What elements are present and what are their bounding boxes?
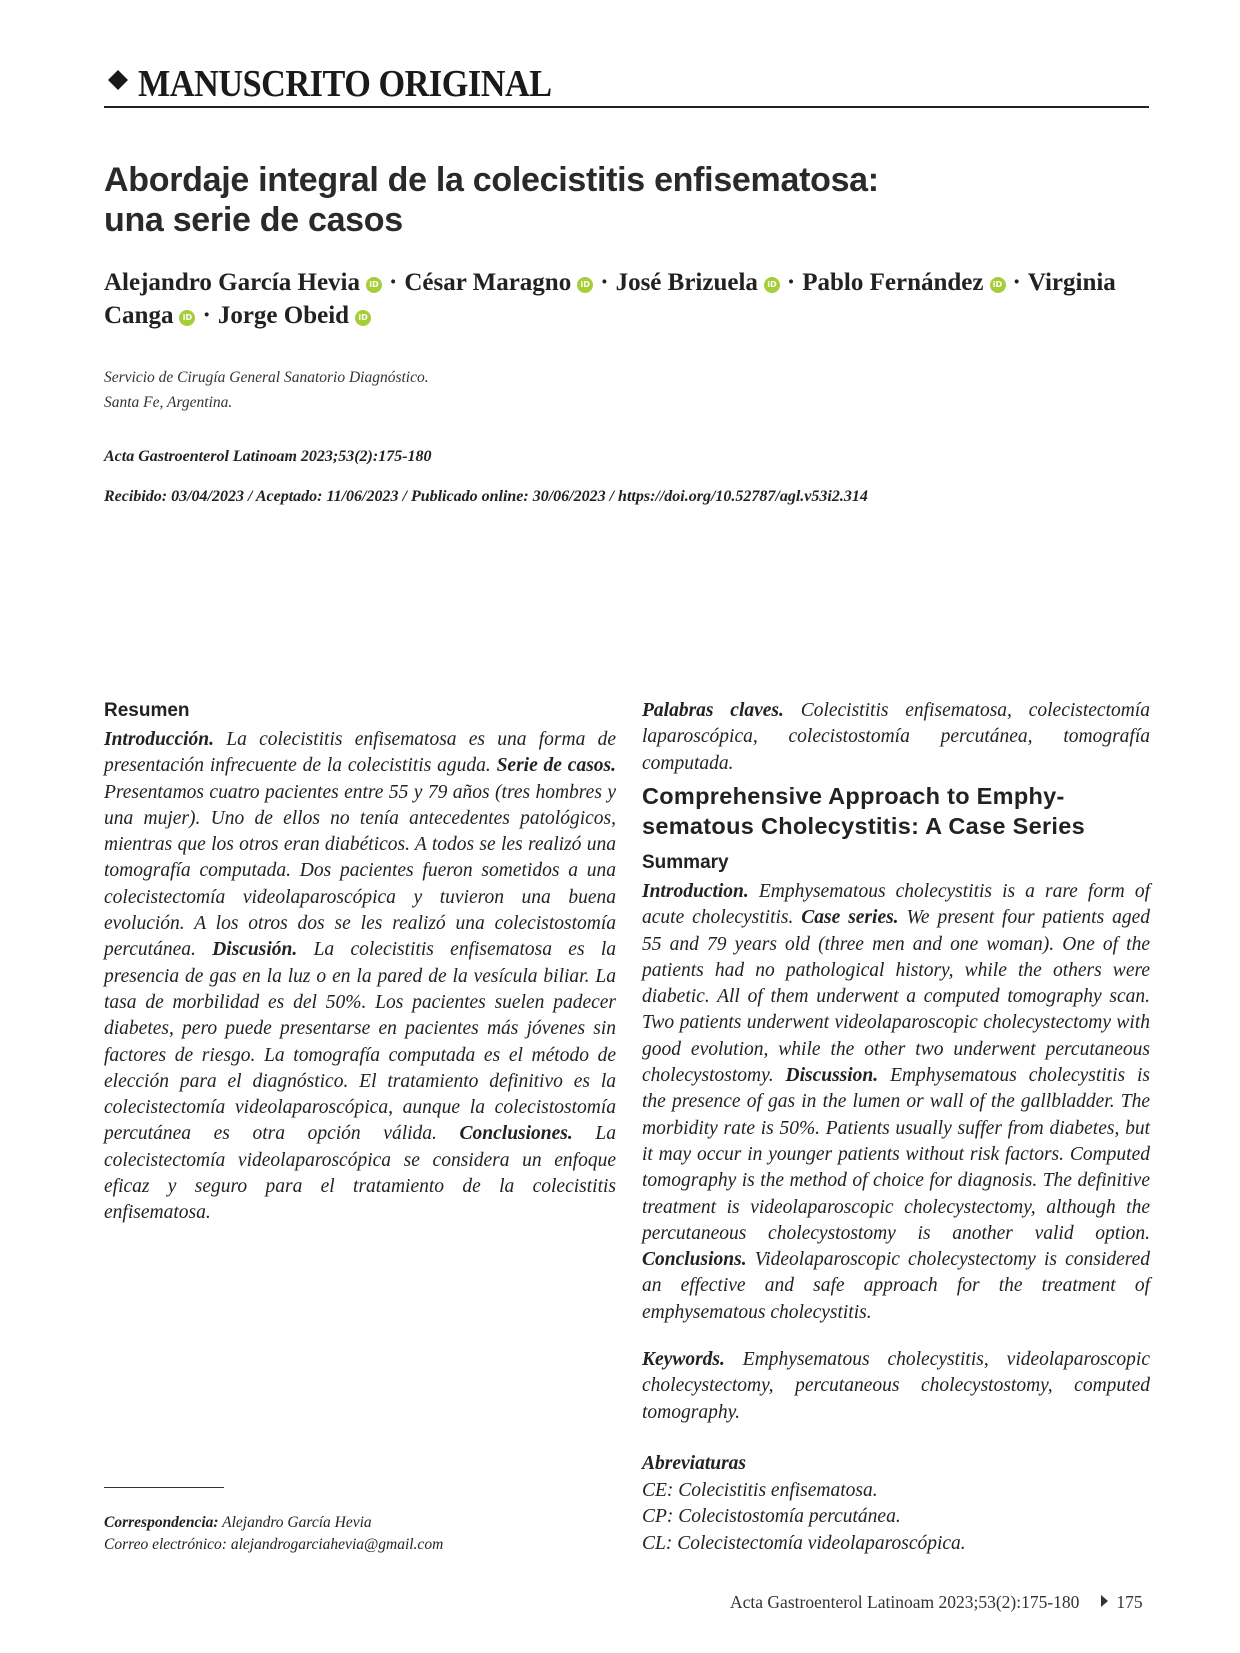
abbreviations-heading: Abreviaturas (642, 1453, 747, 1474)
title-line-2: una serie de casos (104, 201, 403, 239)
summary-body (642, 879, 1150, 1326)
abbreviation-item: CE: Colecistitis enfisematosa. (642, 1479, 878, 1501)
article-title (104, 160, 1164, 240)
orcid-icon[interactable]: iD (990, 277, 1006, 293)
correspondence-footnote (104, 1512, 624, 1556)
case-text: We present four patients aged 55 and 79 years old (three men and one woman). One of the patients had no pathological history, while the others were diabetic. All of them underwent a computed tomography scan. Two patients underwent videolaparoscopic cholecystectomy with good evolution, while the other two underwent percutaneous cholecystostomy. (642, 907, 1150, 1087)
orcid-icon[interactable]: iD (764, 277, 780, 293)
case-label: Case series. (801, 907, 899, 929)
resumen-heading: Resumen (104, 700, 190, 721)
author-name: Alejandro García Hevia (104, 269, 360, 296)
intro-text: Emphysematous cholecystitis is a rare form of acute cholecystitis. (642, 881, 1150, 929)
resumen-body (104, 727, 616, 1227)
correspondence-label: Correspondencia: (104, 1514, 219, 1531)
conclusions-text: La colecistectomía videolaparoscópica se considera un enfoque eficaz y seguro para el tratamiento de la colecistitis enfisematosa. (104, 1123, 616, 1224)
journal-citation: Acta Gastroenterol Latinoam 2023;53(2):175-180 (104, 448, 432, 465)
author-name: César Maragno (404, 269, 572, 296)
keywords (642, 1347, 1150, 1426)
case-label: Serie de casos. (496, 755, 616, 777)
footnote-divider (104, 1487, 224, 1488)
orcid-icon[interactable]: iD (355, 310, 371, 326)
english-title-line-2: sematous Cholecystitis: A Case Series (642, 813, 1085, 839)
case-text: Presentamos cuatro pacientes entre 55 y 79 años (tres hombres y una mujer). Uno de ellos no tenía antecedentes patológicos, mientras que los otros eran diabéticos. A todos se les realizó una tomografía computada. Dos pacientes fueron sometidos a una colecistectomía videolaparoscópica y tuvieron una buena evolución. A los otros dos se les realizó una colecistostomía percutánea. (104, 781, 616, 961)
page-footer (730, 1592, 1190, 1613)
abbreviations (642, 1451, 1150, 1557)
section-header (104, 62, 1149, 108)
publication-dates[interactable]: Recibido: 03/04/2023 / Aceptado: 11/06/2023 / Publicado online: 30/06/2023 / https://doi.org/10.52787/agl.v53i2.314 (104, 488, 868, 505)
english-title-line-1: Comprehensive Approach to Emphy- (642, 783, 1065, 809)
correspondence-email[interactable]: Correo electrónico: alejandrogarciahevia@gmail.com (104, 1536, 444, 1553)
title-line-1: Abordaje integral de la colecistitis enfisematosa: (104, 161, 879, 199)
keywords-text: Emphysematous cholecystitis, videolaparoscopic cholecystectomy, percutaneous cholecystostomy, computed tomography. (642, 1349, 1150, 1423)
section-label: MANUSCRITO ORIGINAL (138, 63, 552, 105)
english-title (642, 781, 1150, 841)
author-name: Pablo Fernández (802, 269, 984, 296)
palabras-claves (642, 698, 1150, 777)
diamond-icon (108, 70, 128, 90)
keywords-label: Keywords. (642, 1349, 725, 1370)
discussion-text: La colecistitis enfisematosa es la presencia de gas en la luz o en la pared de la vesícula biliar. La tasa de morbilidad es del 50%. Los pacientes suelen padecer diabetes, pero puede presentarse en pacientes más jóvenes sin factores de riesgo. La tomografía computada es el método de elección para el diagnóstico. El tratamiento definitivo es la colecistectomía videolaparoscópica, aunque la colecistostomía percutánea es otra opción válida. (104, 939, 617, 1145)
conclusions-text: Videolaparoscopic cholecystectomy is considered an effective and safe approach for the treatment of emphysematous cholecystitis. (642, 1249, 1150, 1323)
author-name: Virginia Canga (104, 269, 1116, 329)
discussion-text: Emphysematous cholecystitis is the presence of gas in the lumen or wall of the gallbladder. The morbidity rate is 50%. Patients usually suffer from diabetes, but it may occur in younger patients without risk factors. Computed tomography is the method of choice for diagnosis. The definitive treatment is videolaparoscopic cholecystectomy, although the percutaneous cholecystostomy is another valid option. (642, 1065, 1150, 1244)
footer-journal: Acta Gastroenterol Latinoam 2023;53(2):175-180 (730, 1592, 1080, 1612)
intro-label: Introducción. (104, 729, 214, 750)
discussion-label: Discusión. (212, 939, 298, 961)
abbreviation-item: CP: Colecistostomía percutánea. (642, 1506, 901, 1527)
palabras-text: Colecistitis enfisematosa, colecistectomía laparoscópica, colecistostomía percutánea, tomografía computada. (642, 700, 1151, 774)
conclusions-label: Conclusions. (642, 1249, 747, 1271)
orcid-icon[interactable]: iD (366, 277, 382, 293)
affiliation-line-2: Santa Fe, Argentina. (104, 394, 233, 411)
author-list: Alejandro García Hevia iD · César Maragno iD · José Brizuela iD · Pablo Fernández iD · Virginia Canga iD · Jorge Obeid iD (104, 269, 1116, 329)
orcid-icon[interactable]: iD (179, 310, 195, 326)
author-name: Jorge Obeid (217, 302, 350, 329)
conclusions-label: Conclusiones. (459, 1123, 573, 1145)
intro-label: Introduction. (642, 881, 749, 902)
affiliation (104, 365, 804, 415)
correspondence-name: Alejandro García Hevia (218, 1514, 372, 1531)
intro-text: La colecistitis enfisematosa es una forma de presentación infrecuente de la colecistitis aguda. (104, 729, 616, 777)
palabras-label: Palabras claves. (642, 700, 784, 721)
page-number: 175 (1116, 1592, 1143, 1612)
discussion-label: Discussion. (785, 1065, 879, 1087)
triangle-right-icon (1101, 1595, 1108, 1607)
author-name: José Brizuela (615, 269, 758, 296)
affiliation-line-1: Servicio de Cirugía General Sanatorio Diagnóstico. (104, 369, 429, 386)
abbreviation-item: CL: Colecistectomía videolaparoscópica. (642, 1532, 966, 1554)
orcid-icon[interactable]: iD (577, 277, 593, 293)
summary-heading: Summary (642, 852, 729, 873)
